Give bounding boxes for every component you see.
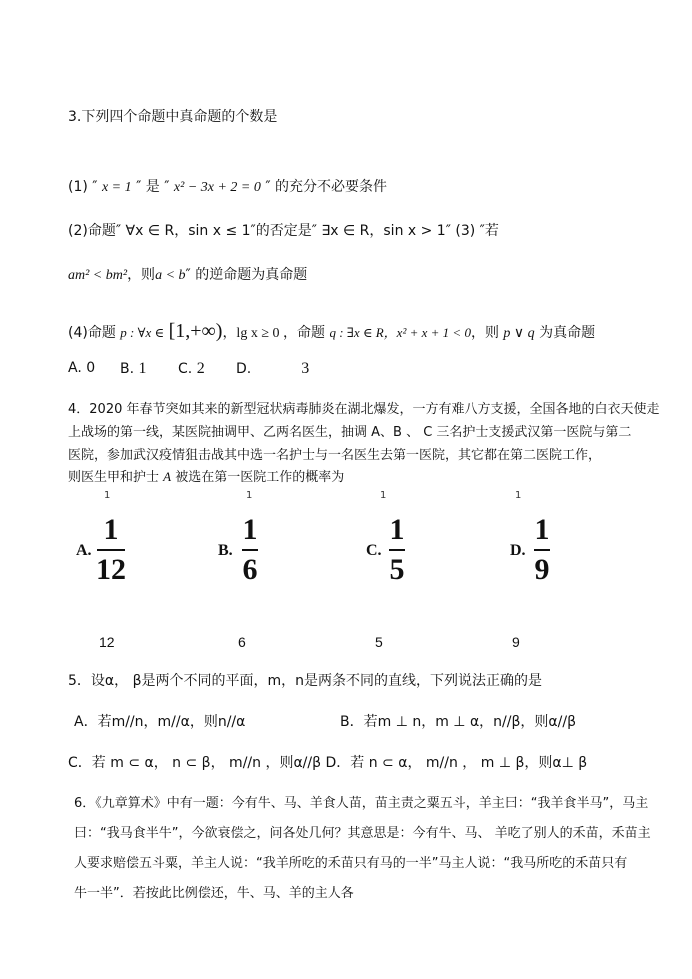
q3-option-a: A. 0 xyxy=(68,360,96,376)
q3-option-c: C. 2 xyxy=(178,360,205,377)
q4-option-c-label: C. xyxy=(366,542,382,559)
q4-option-b-label: B. xyxy=(218,542,233,559)
q4-option-a-fraction: 1 12 xyxy=(96,513,126,586)
q4-line-1: 4．2020 年春节突如其来的新型冠状病毒肺炎在湖北爆发，一方有难八方支援，全国各地的白衣天使走 xyxy=(68,402,660,417)
q6-line-3: 人要求赔偿五斗粟，羊主人说：“我羊所吃的禾苗只有马的一半”马主人说：“我马所吃的禾苗只有 xyxy=(74,856,628,871)
q6-line-1: 6．《九章算术》中有一题：今有牛、马、羊食人苗，苗主责之粟五斗，羊主曰：“我羊食半马”，马主 xyxy=(74,796,649,811)
q4-below-d: 9 xyxy=(512,634,520,650)
q4-option-b-fraction: 1 6 xyxy=(242,513,258,586)
q4-below-c: 5 xyxy=(375,634,383,650)
q6-line-2: 曰：“我马食半牛”，今欲衰偿之，问各处几何？其意思是：今有牛、马、 羊吃了别人的禾苗，禾苗主 xyxy=(74,826,651,841)
q4-option-a-label: A. xyxy=(76,542,92,559)
q4-line-3: 医院，参加武汉疫情狙击战其中选一名护士与一名医生去第一医院，其它都在第二医院工作， xyxy=(68,448,602,463)
q4-tick-c: 1 xyxy=(380,490,387,501)
q5-option-b: B．若m ⊥ n，m ⊥ α，n//β，则α//β xyxy=(340,714,577,730)
q3-title: 3.下列四个命题中真命题的个数是 xyxy=(68,109,278,125)
q4-tick-d: 1 xyxy=(515,490,522,501)
q3-option-d: D. 3 xyxy=(236,360,310,377)
q3-statement-1: (1) ″ x = 1 ″ 是 ″ x² − 3x + 2 = 0 ″ 的充分不必要条件 xyxy=(68,179,388,195)
q4-option-d-fraction: 1 9 xyxy=(534,513,550,586)
q4-below-b: 6 xyxy=(238,634,246,650)
q4-tick-b: 1 xyxy=(246,490,253,501)
q5-stem: 5．设α， β是两个不同的平面，m，n是两条不同的直线，下列说法正确的是 xyxy=(68,673,543,689)
q5-option-cd: C．若 m ⊂ α， n ⊂ β， m//n ，则α//β D．若 n ⊂ α， m//n ， m ⊥ β，则α⊥ β xyxy=(68,755,588,771)
q4-tick-a: 1 xyxy=(104,490,111,501)
q6-line-4: 牛一半”．若按此比例偿还，牛、马、羊的主人各 xyxy=(74,886,354,901)
q4-line-4: 则医生甲和护士 A 被选在第一医院工作的概率为 xyxy=(68,469,345,485)
q4-option-d-label: D. xyxy=(510,542,526,559)
q3-statement-3: am² < bm²，则a < b″ 的逆命题为真命题 xyxy=(68,267,308,283)
q4-below-a: 12 xyxy=(99,634,115,650)
q3-statement-4: (4)命题 p : ∀x ∈ [1,+∞)，lg x ≥ 0 ，命题 q : ∃x ∈ R，x² + x + 1 < 0，则 p ∨ q 为真命题 xyxy=(68,320,596,342)
q4-option-c-fraction: 1 5 xyxy=(389,513,405,586)
q4-line-2: 上战场的第一线，某医院抽调甲、乙两名医生，抽调 A、B 、 C 三名护士支援武汉第一医院与第二 xyxy=(68,425,632,440)
q3-statement-2: (2)命题″ ∀x ∈ R，sin x ≤ 1″的否定是″ ∃x ∈ R，sin x > 1″ (3) ″若 xyxy=(68,223,499,239)
q3-option-b: B. 1 xyxy=(120,360,147,377)
q5-option-a: A．若m//n，m//α，则n//α xyxy=(74,714,246,730)
